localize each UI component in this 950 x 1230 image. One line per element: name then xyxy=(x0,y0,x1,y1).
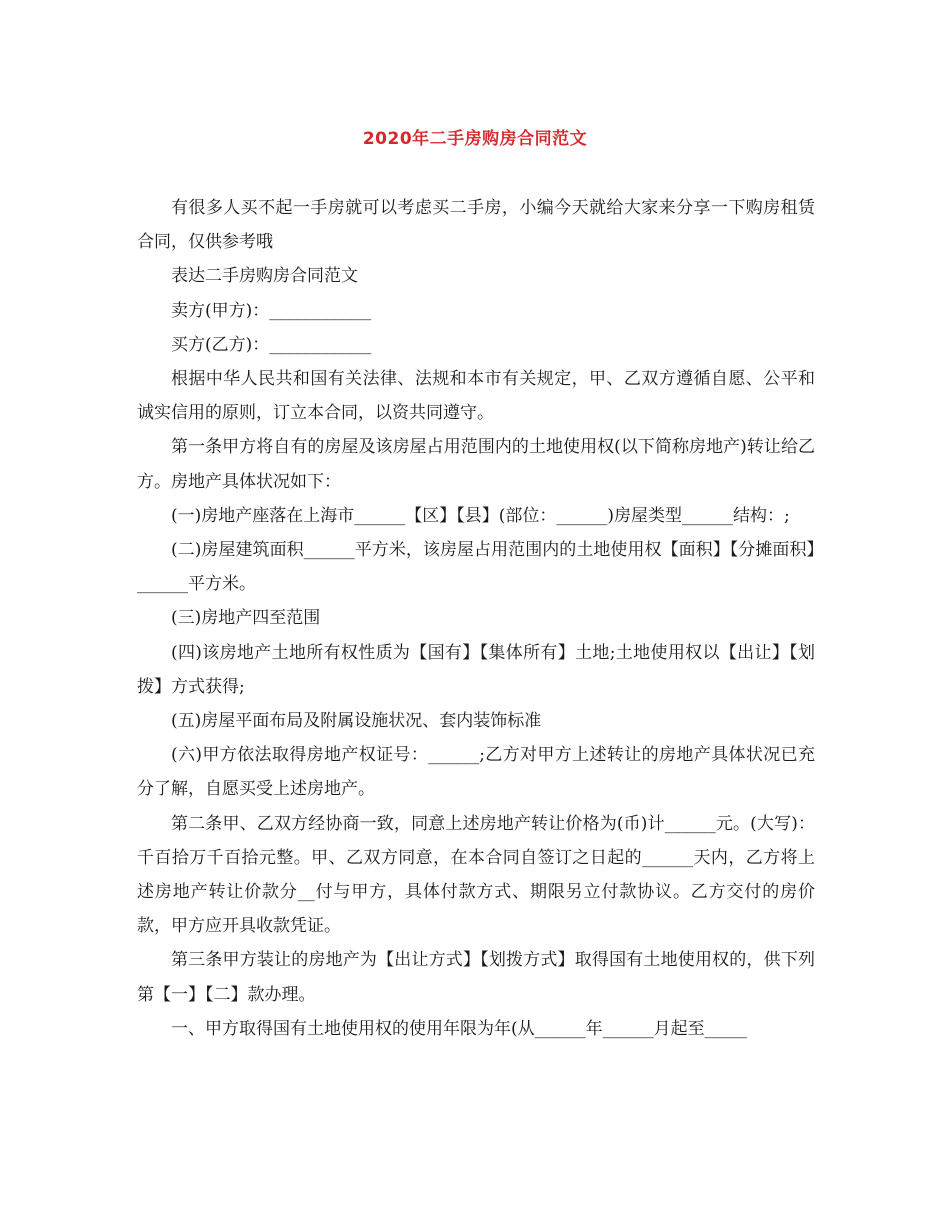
paragraph-item-6: (六)甲方依法取得房地产权证号：______;乙方对甲方上述转让的房地产具体状况已充分了解，自愿买受上述房地产。 xyxy=(137,745,815,800)
paragraph-item-5: (五)房屋平面布局及附属设施状况、套内装饰标准 xyxy=(171,711,542,732)
paragraph-article-3: 第三条甲方装让的房地产为【出让方式】【划拨方式】取得国有土地使用权的，供下列第【一】【二】款办理。 xyxy=(137,950,815,1005)
paragraph-item-4: (四)该房地产土地所有权性质为【国有】【集体所有】土地;土地使用权以【出让】【划拨】方式获得; xyxy=(137,642,815,697)
paragraph-article-1: 第一条甲方将自有的房屋及该房屋占用范围内的土地使用权(以下简称房地产)转让给乙方。房地产具体状况如下： xyxy=(137,437,815,492)
paragraph-item-2: (二)房屋建筑面积______平方米，该房屋占用范围内的土地使用权【面积】【分摊面积】______平方米。 xyxy=(137,540,815,595)
document-title: 2020年二手房购房合同范文 xyxy=(362,129,588,149)
paragraph-item-3: (三)房地产四至范围 xyxy=(171,608,321,629)
paragraph-preamble: 根据中华人民共和国有关法律、法规和本市有关规定，甲、乙双方遵循自愿、公平和诚实信用的原则，订立本合同，以资共同遵守。 xyxy=(137,369,815,424)
paragraph-buyer: 买方(乙方)：____________ xyxy=(171,334,372,355)
paragraph-seller: 卖方(甲方)：____________ xyxy=(171,300,372,321)
paragraph-item-1: (一)房地产座落在上海市______【区】【县】(部位：______)房屋类型______结构：; xyxy=(171,505,790,526)
paragraph-subtitle: 表达二手房购房合同范文 xyxy=(171,266,358,287)
paragraph-clause-1: 一、甲方取得国有土地使用权的使用年限为年(从______年______月起至_____ xyxy=(171,1018,748,1039)
paragraph-article-2: 第二条甲、乙双方经协商一致，同意上述房地产转让价格为(币)计______元。(大写)：千百拾万千百拾元整。甲、乙双方同意，在本合同自签订之日起的______天内，乙方将上述房地产转让价款分__付与甲方，具体付款方式、期限另立付款协议。乙方交付的房价款，甲方应开具收款凭证。 xyxy=(137,813,815,937)
document-body xyxy=(137,191,815,1046)
paragraph-intro: 有很多人买不起一手房就可以考虑买二手房，小编今天就给大家来分享一下购房租赁合同，仅供参考哦 xyxy=(137,198,815,253)
